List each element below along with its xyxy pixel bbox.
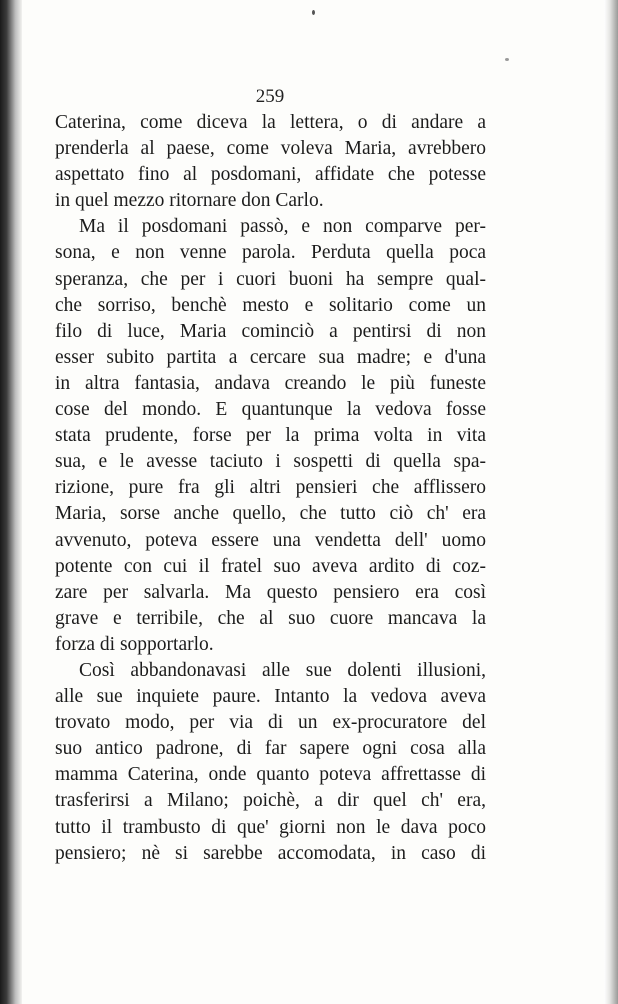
body-text: [55, 110, 486, 867]
text-line: mamma Caterina, onde quanto poteva affrettasse di: [55, 764, 486, 786]
text-line: aspettato fino al posdomani, affidate che potesse: [55, 164, 486, 186]
text-line: tutto il trambusto di que' giorni non le dava poco: [55, 816, 486, 838]
text-line: che sorriso, benchè mesto e solitario come un: [55, 294, 486, 316]
text-line: in altra fantasia, andava creando le più funeste: [55, 372, 486, 394]
text-line: avvenuto, poteva essere una vendetta dell' uomo: [55, 529, 486, 551]
text-line: cose del mondo. E quantunque la vedova fosse: [55, 399, 486, 421]
text-line: prenderla al paese, come voleva Maria, avrebbero: [55, 138, 486, 160]
ink-speck: [312, 10, 315, 15]
text-line: in quel mezzo ritornare don Carlo.: [55, 190, 324, 212]
text-line: Maria, sorse anche quello, che tutto ciò ch' era: [55, 503, 486, 525]
text-line: sua, e le avesse taciuto i sospetti di quella spa-: [55, 451, 486, 473]
text-line: potente con cui il fratel suo aveva ardito di coz-: [55, 555, 486, 577]
text-line: rizione, pure fra gli altri pensieri che afflissero: [55, 477, 486, 499]
text-line: Ma il posdomani passò, e non comparve per-: [79, 216, 486, 238]
page-edge-shadow: [604, 0, 618, 1004]
page-number: 259: [255, 86, 285, 107]
text-line: trovato modo, per via di un ex-procuratore del: [55, 712, 486, 734]
text-line: suo antico padrone, di far sapere ogni cosa alla: [55, 738, 486, 760]
text-line: pensiero; nè si sarebbe accomodata, in caso di: [55, 842, 486, 864]
text-line: stata prudente, forse per la prima volta in vita: [55, 425, 486, 447]
text-line: Così abbandonavasi alle sue dolenti illusioni,: [79, 659, 486, 681]
text-line: sona, e non venne parola. Perduta quella poca: [55, 242, 486, 264]
book-spine-shadow: [0, 0, 22, 1004]
text-line: zare per salvarla. Ma questo pensiero era così: [55, 581, 486, 603]
text-line: forza di sopportarlo.: [55, 633, 214, 655]
text-line: grave e terribile, che al suo cuore mancava la: [55, 607, 486, 629]
text-line: esser subito partita a cercare sua madre; e d'una: [55, 346, 486, 368]
text-line: speranza, che per i cuori buoni ha sempre qual-: [55, 268, 486, 290]
text-line: Caterina, come diceva la lettera, o di andare a: [55, 112, 486, 133]
text-line: alle sue inquiete paure. Intanto la vedova aveva: [55, 686, 486, 708]
text-line: filo di luce, Maria cominciò a pentirsi di non: [55, 320, 486, 342]
text-line: trasferirsi a Milano; poichè, a dir quel ch' era,: [55, 790, 486, 812]
ink-speck: [505, 58, 509, 61]
